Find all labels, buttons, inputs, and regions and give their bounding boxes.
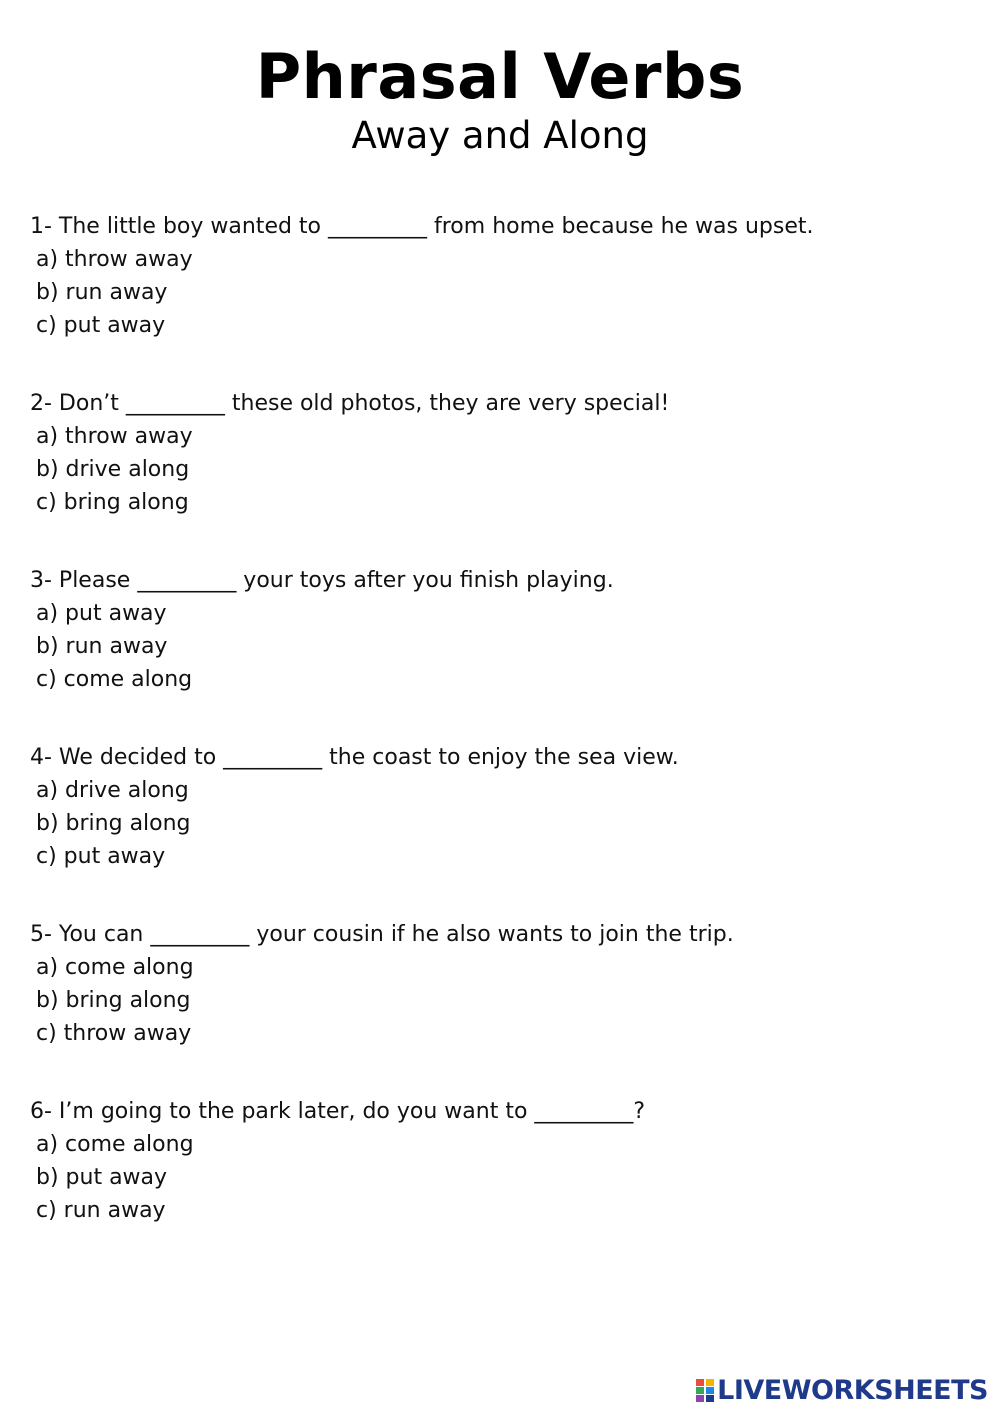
- option-b[interactable]: b) put away: [36, 1165, 168, 1190]
- logo-text: LIVEWORKSHEETS: [717, 1374, 988, 1406]
- option-b[interactable]: b) run away: [36, 280, 168, 305]
- option-c[interactable]: c) bring along: [36, 490, 189, 515]
- option-b[interactable]: b) bring along: [36, 811, 191, 836]
- option-b[interactable]: b) run away: [36, 634, 168, 659]
- page-title: Phrasal Verbs: [255, 40, 745, 113]
- question-list: [30, 210, 970, 1272]
- option-a[interactable]: a) put away: [36, 601, 167, 626]
- option-a[interactable]: a) drive along: [36, 778, 189, 803]
- question-text: 3- Please _________ your toys after you finish playing.: [30, 568, 614, 593]
- page-subtitle: Away and Along: [351, 114, 649, 157]
- option-a[interactable]: a) throw away: [36, 247, 193, 272]
- question-text: 2- Don’t _________ these old photos, they are very special!: [30, 391, 670, 416]
- option-b[interactable]: b) drive along: [36, 457, 190, 482]
- option-a[interactable]: a) come along: [36, 1132, 194, 1157]
- option-c[interactable]: c) run away: [36, 1198, 166, 1223]
- question-5: [30, 918, 970, 1095]
- question-3: [30, 564, 970, 741]
- question-text: 4- We decided to _________ the coast to enjoy the sea view.: [30, 745, 679, 770]
- question-1: [30, 210, 970, 387]
- option-a[interactable]: a) come along: [36, 955, 194, 980]
- question-2: [30, 387, 970, 564]
- option-c[interactable]: c) come along: [36, 667, 193, 692]
- liveworksheets-logo[interactable]: [696, 1374, 988, 1406]
- question-text: 6- I’m going to the park later, do you want to _________?: [30, 1099, 646, 1124]
- option-c[interactable]: c) put away: [36, 313, 166, 338]
- question-6: [30, 1095, 970, 1272]
- option-c[interactable]: c) throw away: [36, 1021, 192, 1046]
- question-text: 1- The little boy wanted to _________ from home because he was upset.: [30, 214, 814, 239]
- option-b[interactable]: b) bring along: [36, 988, 191, 1013]
- liveworksheets-logo-icon: [696, 1377, 714, 1403]
- option-c[interactable]: c) put away: [36, 844, 166, 869]
- question-4: [30, 741, 970, 918]
- question-text: 5- You can _________ your cousin if he also wants to join the trip.: [30, 922, 734, 947]
- option-a[interactable]: a) throw away: [36, 424, 193, 449]
